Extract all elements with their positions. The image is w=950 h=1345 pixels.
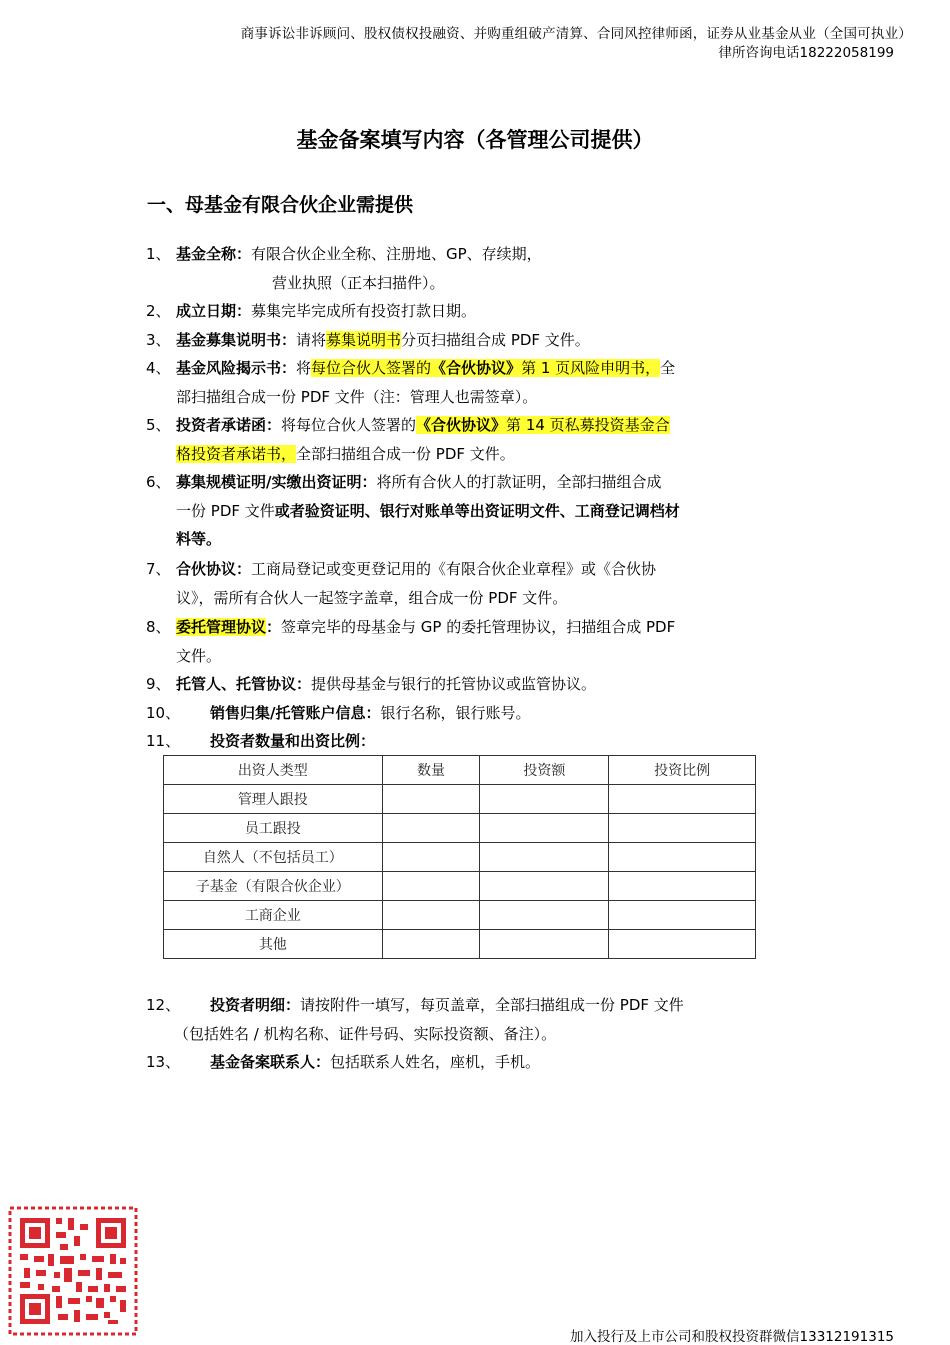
table-cell	[609, 814, 756, 843]
item-text: 包括联系人姓名，座机，手机。	[330, 1053, 541, 1071]
item-label: 基金风险揭示书：	[176, 359, 297, 377]
item-number: 13、	[146, 1053, 181, 1071]
table-cell	[609, 930, 756, 959]
table-header-row	[164, 756, 756, 785]
item-number: 11、	[146, 732, 181, 750]
header-phone: 律所咨询电话18222058199	[718, 45, 894, 61]
item-text: 有限合伙企业全称、注册地、GP、存续期，	[251, 245, 542, 263]
highlighted-text: 募集说明书	[326, 331, 402, 349]
item-text: 签章完毕的母基金与 GP 的委托管理协议，扫描组合成 PDF	[281, 618, 676, 636]
list-item	[146, 991, 816, 1048]
item-number: 10、	[146, 704, 181, 722]
item-number: 7、	[146, 560, 171, 578]
item-number: 4、	[146, 359, 171, 377]
table-cell	[480, 814, 609, 843]
item-text: 请按附件一填写，每页盖章，全部扫描组成一份 PDF 文件	[300, 996, 684, 1014]
table-cell	[382, 872, 480, 901]
list-item	[146, 411, 816, 468]
item-label: 托管人、托管协议：	[176, 675, 312, 693]
item-text-cont: 一份 PDF 文件或者验资证明、银行对账单等出资证明文件、工商登记调档材	[176, 501, 680, 520]
list-item	[146, 354, 816, 411]
item-text-cont	[176, 440, 816, 469]
item-number: 12、	[146, 996, 181, 1014]
item-label: 基金全称：	[176, 245, 252, 263]
item-text: 将	[296, 359, 312, 377]
column-header: 投资额	[480, 756, 609, 785]
table-cell	[480, 930, 609, 959]
item-text: 将每位合伙人签署的	[281, 416, 417, 434]
item-number: 6、	[146, 473, 171, 491]
list-item	[146, 555, 816, 612]
list-item	[146, 326, 816, 355]
item-label: 募集规模证明/实缴出资证明：	[176, 473, 377, 491]
list-item	[146, 670, 816, 699]
table-row	[164, 872, 756, 901]
column-header: 数量	[382, 756, 480, 785]
item-text-cont: （包括姓名 / 机构名称、证件号码、实际投资额、备注）。	[174, 1024, 557, 1043]
item-text: 募集完毕完成所有投资打款日期。	[251, 302, 477, 320]
table-cell	[382, 901, 480, 930]
list-item	[146, 240, 816, 297]
table-cell	[609, 872, 756, 901]
item-text: 银行名称，银行账号。	[380, 704, 531, 722]
item-number: 8、	[146, 618, 171, 636]
item-label: 基金备案联系人：	[210, 1053, 331, 1071]
section-heading: 一、母基金有限合伙企业需提供	[147, 194, 414, 216]
page-title: 基金备案填写内容（各管理公司提供）	[296, 128, 654, 152]
item-label: 合伙协议：	[176, 560, 252, 578]
row-label: 子基金（有限合伙企业）	[164, 872, 383, 901]
table-cell	[480, 872, 609, 901]
qr-code-icon	[8, 1206, 138, 1336]
item-text: 分页扫描组合成 PDF 文件。	[401, 331, 590, 349]
table-cell	[382, 843, 480, 872]
item-label-colon: ：	[266, 618, 282, 636]
table-cell	[382, 930, 480, 959]
table-cell	[382, 785, 480, 814]
table-row	[164, 930, 756, 959]
table-row	[164, 901, 756, 930]
footer-contact: 加入投行及上市公司和股权投资群微信13312191315	[570, 1329, 894, 1345]
header-services: 商事诉讼非诉顾问、股权债权投融资、并购重组破产清算、合同风控律师函，证券从业基金从业（全国可执业）	[240, 26, 912, 42]
table-cell	[609, 901, 756, 930]
item-text: 请将	[296, 331, 327, 349]
highlighted-text: 每位合伙人签署的	[311, 359, 432, 377]
table-cell	[609, 785, 756, 814]
item-text-cont: 部扫描组合成一份 PDF 文件（注：管理人也需签章）。	[176, 387, 538, 406]
table-row	[164, 785, 756, 814]
item-text-cont: 料等。	[176, 530, 222, 548]
column-header: 投资比例	[609, 756, 756, 785]
row-label: 工商企业	[164, 901, 383, 930]
table-row	[164, 843, 756, 872]
highlighted-text: 格投资者承诺书，	[176, 444, 297, 463]
highlighted-text: 《合伙协议》	[416, 416, 507, 434]
table-row	[164, 814, 756, 843]
row-label: 自然人（不包括员工）	[164, 843, 383, 872]
item-text-cont: 文件。	[176, 646, 222, 665]
item-number: 9、	[146, 675, 171, 693]
column-header: 出资人类型	[164, 756, 383, 785]
item-label: 投资者明细：	[210, 996, 301, 1014]
row-label: 其他	[164, 930, 383, 959]
item-label: 投资者数量和出资比例：	[210, 732, 376, 750]
highlighted-text: 第 1 页风险申明书，	[521, 359, 661, 377]
item-number: 1、	[146, 245, 171, 263]
item-label: 投资者承诺函：	[176, 416, 282, 434]
item-number: 2、	[146, 302, 171, 320]
item-text: 全部扫描组合成一份 PDF 文件。	[296, 444, 515, 463]
list-item	[146, 297, 816, 326]
row-label: 员工跟投	[164, 814, 383, 843]
highlighted-text: 《合伙协议》	[431, 359, 522, 377]
list-item	[146, 727, 816, 756]
list-item	[146, 613, 816, 670]
item-text: 全	[660, 359, 676, 377]
item-label: 成立日期：	[176, 302, 252, 320]
table-cell	[480, 785, 609, 814]
table-cell	[609, 843, 756, 872]
item-number: 3、	[146, 331, 171, 349]
row-label: 管理人跟投	[164, 785, 383, 814]
item-number: 5、	[146, 416, 171, 434]
list-item	[146, 1048, 816, 1077]
table-cell	[382, 814, 480, 843]
item-text: 提供母基金与银行的托管协议或监管协议。	[311, 675, 597, 693]
highlighted-text: 第 14 页私募投资基金合	[506, 416, 670, 434]
list-item	[146, 468, 816, 554]
item-text-cont: 营业执照（正本扫描件）。	[272, 273, 445, 292]
list-item	[146, 699, 816, 728]
item-label: 销售归集/托管账户信息：	[210, 704, 381, 722]
item-label: 委托管理协议	[176, 618, 267, 636]
item-text-cont: 议》，需所有合伙人一起签字盖章，组合成一份 PDF 文件。	[176, 588, 568, 607]
investor-table	[163, 755, 756, 959]
table-cell	[480, 843, 609, 872]
item-text: 工商局登记或变更登记用的《有限合伙企业章程》或《合伙协	[251, 560, 657, 578]
item-text: 将所有合伙人的打款证明，全部扫描组合成	[376, 473, 662, 491]
item-label: 基金募集说明书：	[176, 331, 297, 349]
table-cell	[480, 901, 609, 930]
